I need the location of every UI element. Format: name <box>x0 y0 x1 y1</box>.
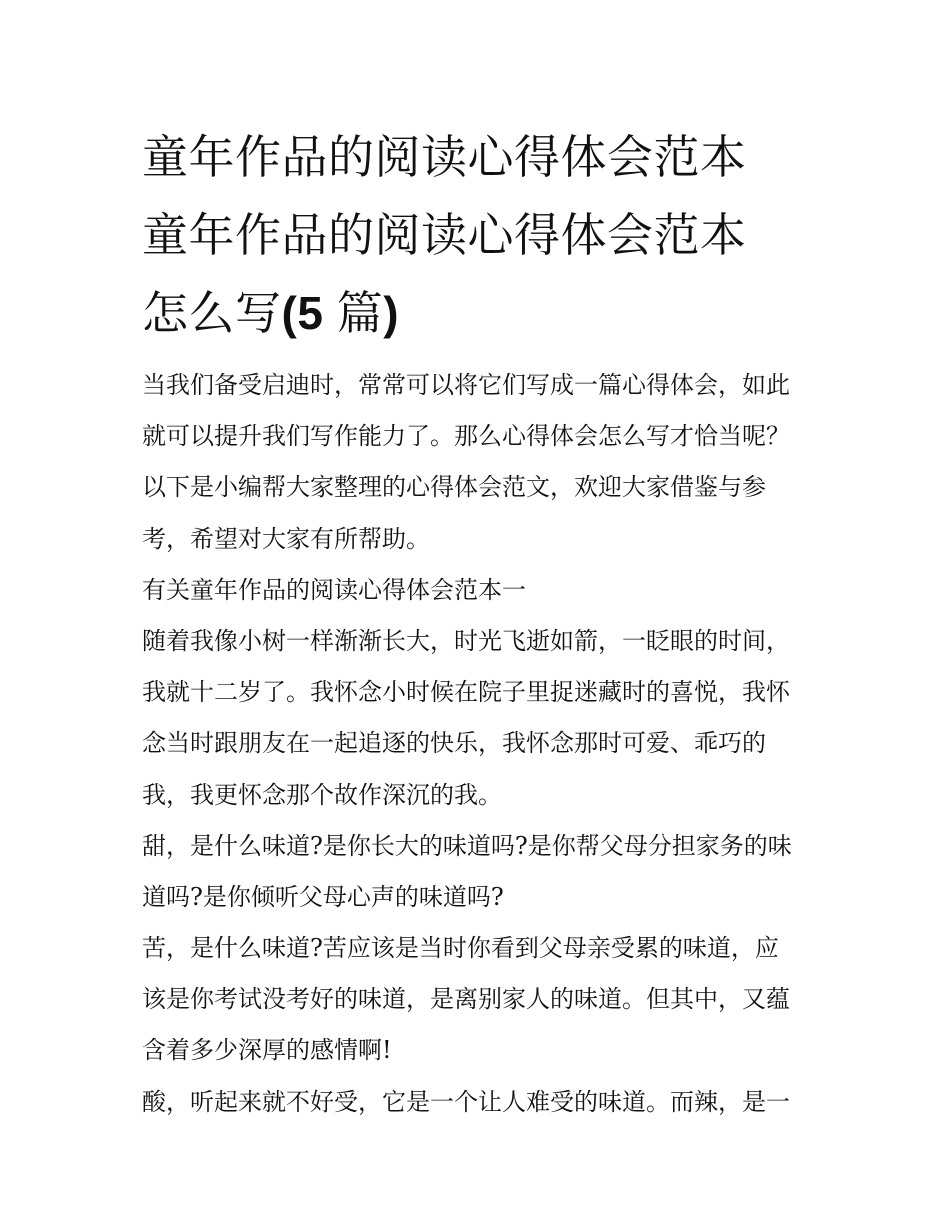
body-line: 酸，听起来就不好受，它是一个让人难受的味道。而辣，是一 <box>142 1087 790 1116</box>
title-line-3-prefix: 怎么写 <box>142 286 282 340</box>
body-line: 道吗?是你倾听父母心声的味道吗? <box>142 882 504 911</box>
title-line-3-unit: 篇 <box>336 286 384 340</box>
title-line-3-close: ) <box>383 287 400 339</box>
document-body <box>142 360 814 1128</box>
body-line: 我，我更怀念那个故作深沉的我。 <box>142 780 502 809</box>
body-line: 就可以提升我们写作能力了。那么心得体会怎么写才恰当呢？ <box>142 422 790 451</box>
body-line: 考，希望对大家有所帮助。 <box>142 524 430 553</box>
body-line: 我就十二岁了。我怀念小时候在院子里捉迷藏时的喜悦，我怀 <box>142 678 790 707</box>
body-line: 随着我像小树一样渐渐长大，时光飞逝如箭，一眨眼的时间， <box>142 626 790 655</box>
body-line: 以下是小编帮大家整理的心得体会范文，欢迎大家借鉴与参 <box>142 473 766 502</box>
body-line: 含着多少深厚的感情啊! <box>142 1036 392 1065</box>
body-line: 苦，是什么味道?苦应该是当时你看到父母亲受累的味道，应 <box>142 934 779 963</box>
body-line: 念当时跟朋友在一起追逐的快乐，我怀念那时可爱、乖巧的 <box>142 729 766 758</box>
body-line: 该是你考试没考好的味道，是离别家人的味道。但其中，又蕴 <box>142 985 790 1014</box>
document-title <box>142 118 814 352</box>
section-heading: 有关童年作品的阅读心得体会范本一 <box>142 575 526 604</box>
title-line-3-count: (5 <box>281 287 337 339</box>
document-page <box>142 118 814 1128</box>
body-line: 甜，是什么味道?是你长大的味道吗?是你帮父母分担家务的味 <box>142 831 792 860</box>
body-line: 当我们备受启迪时，常常可以将它们写成一篇心得体会，如此 <box>142 371 790 399</box>
title-line-3 <box>142 274 814 352</box>
title-line-2: 童年作品的阅读心得体会范本 <box>142 208 747 262</box>
title-line-1: 童年作品的阅读心得体会范本 <box>142 130 747 184</box>
